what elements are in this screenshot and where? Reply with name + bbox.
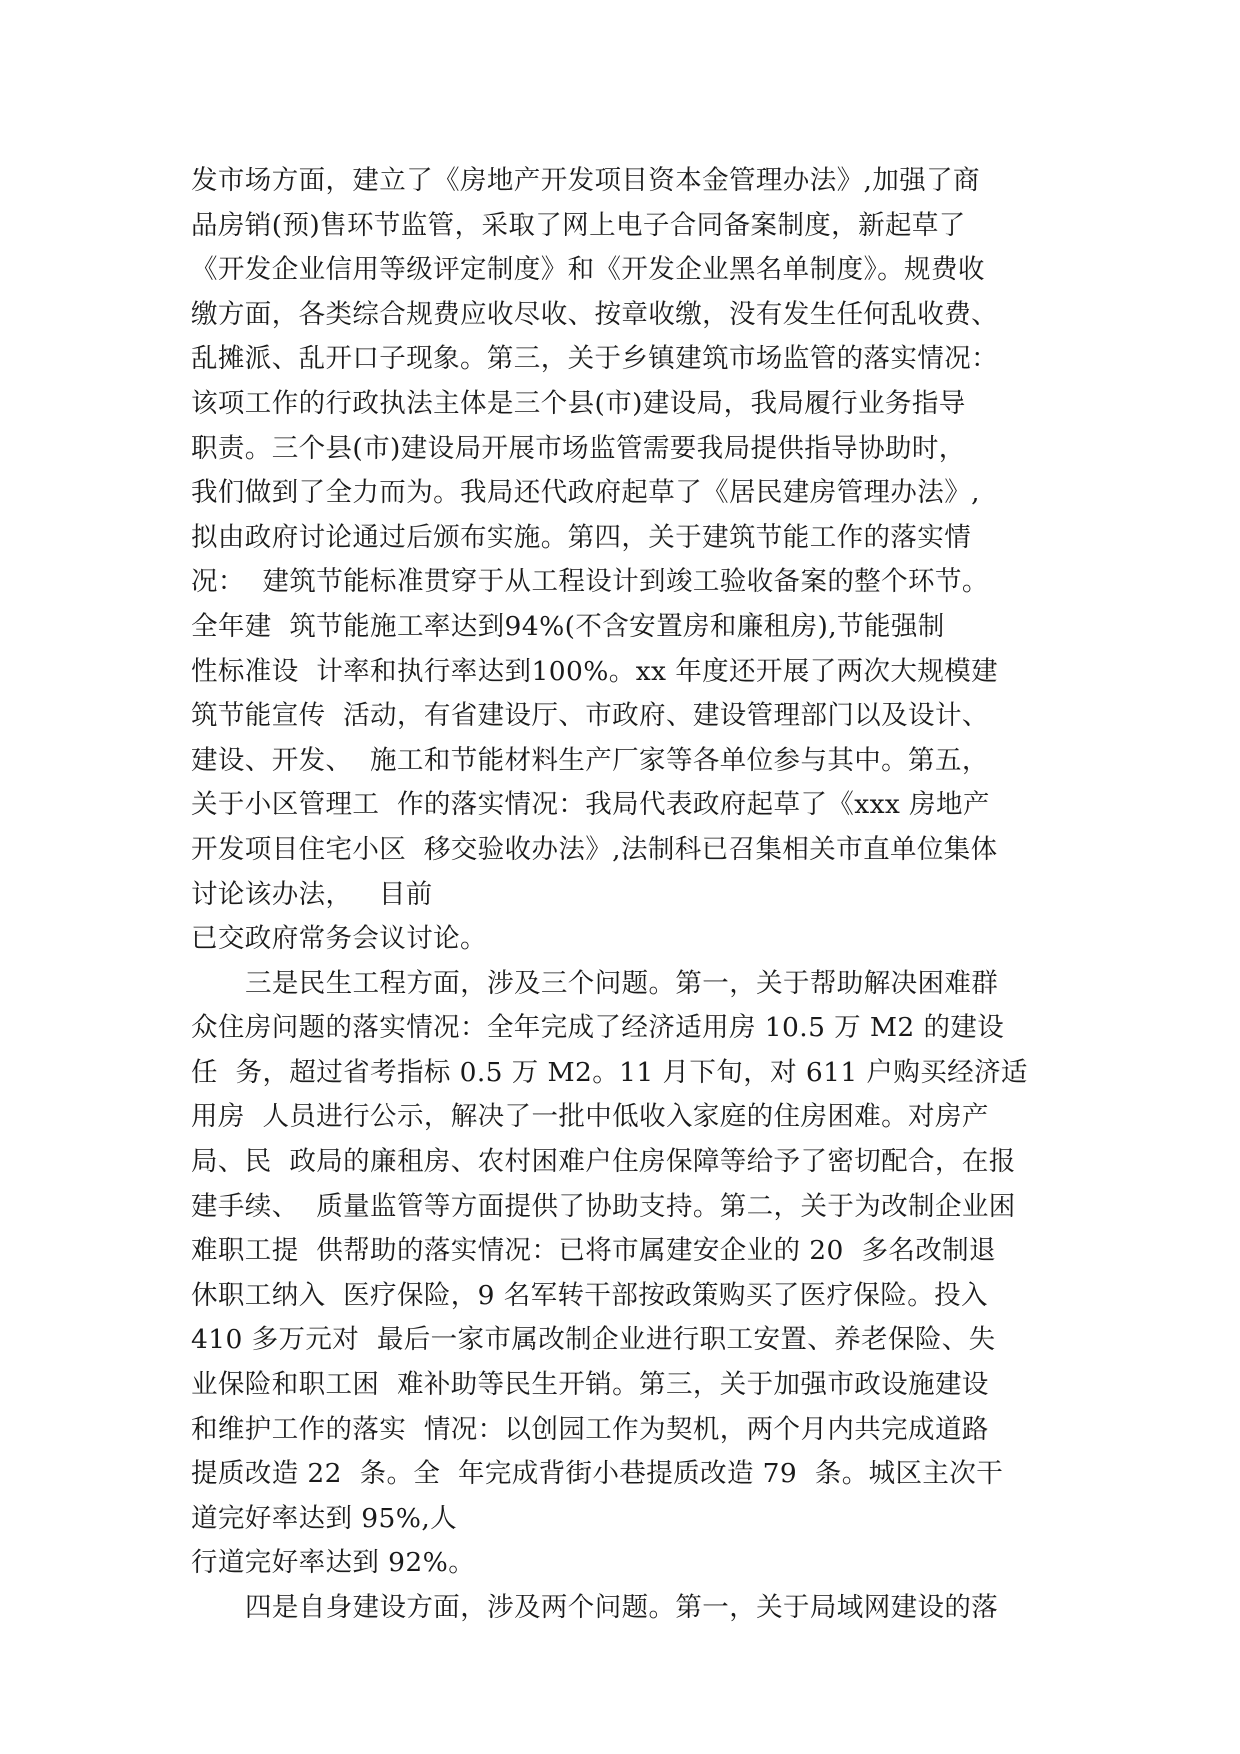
text-line: 《开发企业信用等级评定制度》和《开发企业黑名单制度》。规费收: [191, 254, 985, 286]
text-line: 众住房问题的落实情况：全年完成了经济适用房 10.5 万 M2 的建设: [191, 1012, 1005, 1044]
text-line: 已交政府常务会议讨论。: [191, 923, 487, 955]
text-line: 品房销(预)售环节监管，采取了网上电子合同备案制度，新起草了: [191, 209, 966, 241]
paragraph-start-line: 三是民生工程方面，涉及三个问题。第一，关于帮助解决困难群: [245, 967, 999, 999]
text-line: 拟由政府讨论通过后颁布实施。第四，关于建筑节能工作的落实情: [191, 521, 972, 553]
text-line: 讨论该办法， 目前: [191, 878, 433, 910]
text-line: 和维护工作的落实 情况：以创园工作为契机，两个月内共完成道路: [191, 1413, 989, 1445]
text-line: 难职工提 供帮助的落实情况：已将市属建安企业的 20 多名改制退: [191, 1235, 996, 1267]
text-line: 业保险和职工困 难补助等民生开销。第三，关于加强市政设施建设: [191, 1369, 989, 1401]
text-line: 提质改造 22 条。全 年完成背街小巷提质改造 79 条。城区主次干: [191, 1458, 1004, 1490]
text-line: 性标准设 计率和执行率达到100%。xx 年度还开展了两次大规模建: [191, 655, 999, 687]
body-text: [191, 159, 1051, 1631]
text-line: 用房 人员进行公示，解决了一批中低收入家庭的住房困难。对房产: [191, 1101, 989, 1133]
text-line: 关于小区管理工 作的落实情况：我局代表政府起草了《xxx 房地产: [191, 789, 990, 821]
text-line: 建设、开发、 施工和节能材料生产厂家等各单位参与其中。第五，: [191, 744, 989, 776]
text-line: 发市场方面，建立了《房地产开发项目资本金管理办法》,加强了商: [191, 165, 980, 196]
text-line: 况： 建筑节能标准贯穿于从工程设计到竣工验收备案的整个环节。: [191, 566, 989, 598]
text-line: 开发项目住宅小区 移交验收办法》,法制科已召集相关市直单位集体: [191, 833, 998, 865]
text-line: 乱摊派、乱开口子现象。第三，关于乡镇建筑市场监管的落实情况：: [191, 343, 998, 375]
text-line: 410 多万元对 最后一家市属改制企业进行职工安置、养老保险、失: [191, 1324, 996, 1356]
text-line: 行道完好率达到 92%。: [191, 1547, 476, 1579]
text-line: 该项工作的行政执法主体是三个县(市)建设局，我局履行业务指导: [191, 387, 966, 419]
text-line: 全年建 筑节能施工率达到94%(不含安置房和廉租房),节能强制: [191, 610, 945, 642]
text-line: 我们做到了全力而为。我局还代政府起草了《居民建房管理办法》,: [191, 477, 980, 509]
text-line: 缴方面，各类综合规费应收尽收、按章收缴，没有发生任何乱收费、: [191, 298, 998, 330]
text-line: 局、民 政局的廉租房、农村困难户住房保障等给予了密切配合，在报: [191, 1146, 1016, 1178]
text-line: 筑节能宣传 活动，有省建设厅、市政府、建设管理部门以及设计、: [191, 700, 989, 732]
text-line: 道完好率达到 95%,人: [191, 1502, 458, 1534]
paragraph-start-line: 四是自身建设方面，涉及两个问题。第一，关于局域网建设的落: [245, 1592, 999, 1623]
text-line: 休职工纳入 医疗保险，9 名军转干部按政策购买了医疗保险。投入: [191, 1279, 988, 1311]
text-line: 建手续、 质量监管等方面提供了协助支持。第二，关于为改制企业困: [191, 1190, 1016, 1222]
text-line: 任 务，超过省考指标 0.5 万 M2。11 月下旬，对 611 户购买经济适: [191, 1056, 1028, 1088]
text-line: 职责。三个县(市)建设局开展市场监管需要我局提供指导协助时，: [191, 432, 966, 464]
